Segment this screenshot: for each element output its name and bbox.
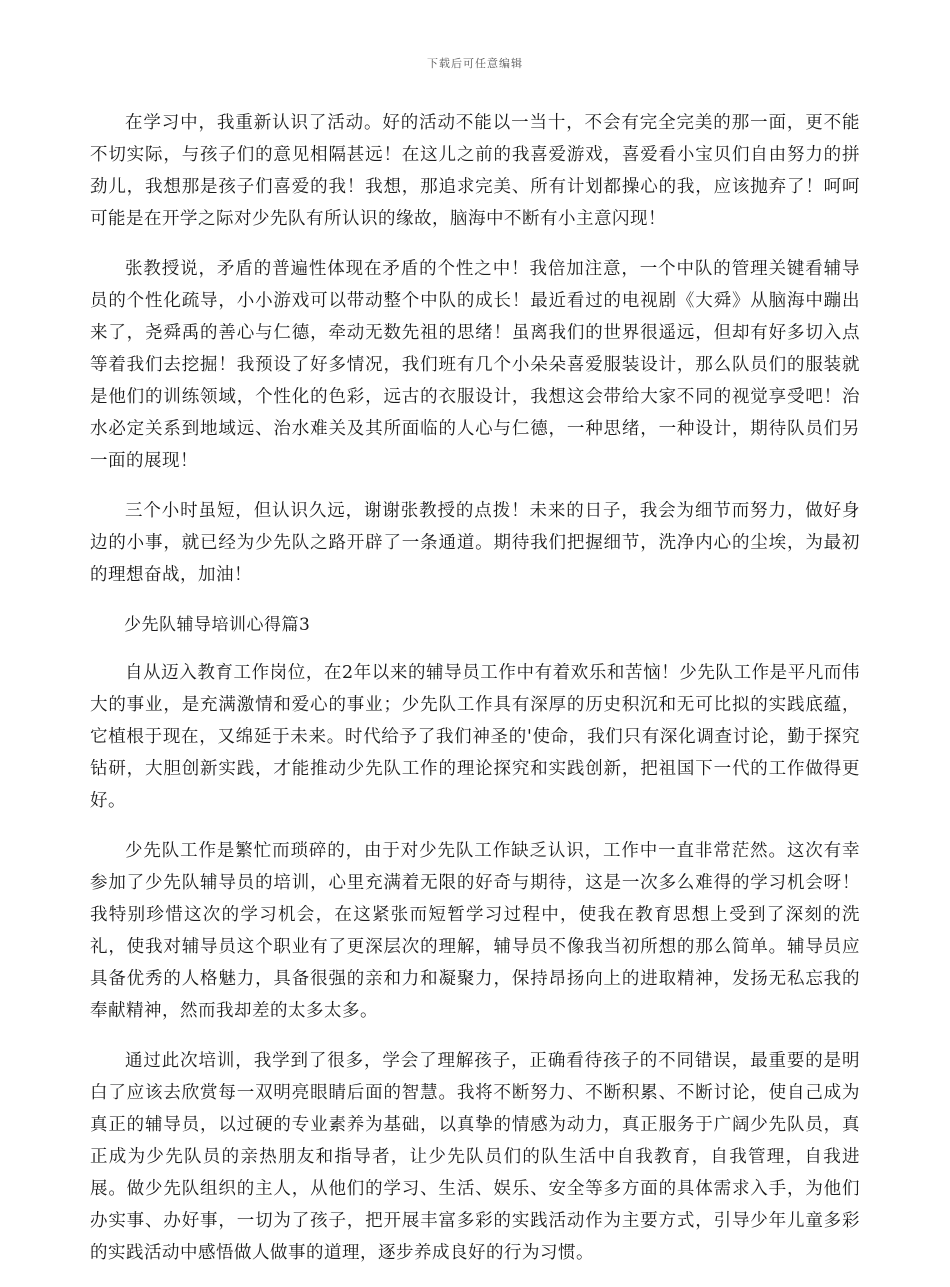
paragraph: 自从迈入教育工作岗位，在2年以来的辅导员工作中有着欢乐和苦恼！少先队工作是平凡而伟大的事业，是充满激情和爱心的事业；少先队工作具有深厚的历史积沉和无可比拟的实践底蕴，它植根于现在，又绵延于未来。时代给予了我们神圣的'使命，我们只有深化调查讨论，勤于探究钻研，大胆创新实践，才能推动少先队工作的理论探究和实践创新，把祖国下一代的工作做得更好。: [90, 663, 860, 811]
paragraph: 张教授说，矛盾的普遍性体现在矛盾的个性之中！我倍加注意，一个中队的管理关键看辅导员的个性化疏导，小小游戏可以带动整个中队的成长！最近看过的电视剧《大舜》从脑海中蹦出来了，尧舜禹的善心与仁德，牵动无数先祖的思绪！虽离我们的世界很遥远，但却有好多切入点等着我们去挖掘！我预设了好多情况，我们班有几个小朵朵喜爱服装设计，那么队员们的服装就是他们的训练领域，个性化的色彩，远古的衣服设计，我想这会带给大家不同的视觉享受吧！治水必定关系到地域远、治水难关及其所面临的人心与仁德，一种思绪，一种设计，期待队员们另一面的展现！: [90, 259, 860, 471]
document-body: [90, 107, 860, 1287]
header-note: 下载后可任意编辑: [427, 57, 523, 70]
section-title: 少先队辅导培训心得篇3: [124, 615, 311, 635]
paragraph: 少先队工作是繁忙而琐碎的，由于对少先队工作缺乏认识，工作中一直非常茫然。这次有幸参加了少先队辅导员的培训，心里充满着无限的好奇与期待，这是一次多么难得的学习机会呀！我特别珍惜这次的学习机会，在这紧张而短暂学习过程中，使我在教育思想上受到了深刻的洗礼，使我对辅导员这个职业有了更深层次的理解，辅导员不像我当初所想的那么简单。辅导员应具备优秀的人格魅力，具备很强的亲和力和凝聚力，保持昂扬向上的进取精神，发扬无私忘我的奉献精神，然而我却差的太多太多。: [90, 841, 860, 1021]
paragraph: 三个小时虽短，但认识久远，谢谢张教授的点拨！未来的日子，我会为细节而努力，做好身边的小事，就已经为少先队之路开辟了一条通道。期待我们把握细节，洗净内心的尘埃，为最初的理想奋战，加油！: [90, 501, 860, 585]
paragraph: 在学习中，我重新认识了活动。好的活动不能以一当十，不会有完全完美的那一面，更不能不切实际，与孩子们的意见相隔甚远！在这儿之前的我喜爱游戏，喜爱看小宝贝们自由努力的拼劲儿，我想那是孩子们喜爱的我！我想，那追求完美、所有计划都操心的我，应该抛弃了！呵呵可能是在开学之际对少先队有所认识的缘故，脑海中不断有小主意闪现！: [90, 113, 860, 229]
paragraph: 通过此次培训，我学到了很多，学会了理解孩子，正确看待孩子的不同错误，最重要的是明白了应该去欣赏每一双明亮眼睛后面的智慧。我将不断努力、不断积累、不断讨论，使自己成为真正的辅导员，以过硬的专业素养为基础，以真挚的情感为动力，真正服务于广阔少先队员，真正成为少先队员的亲热朋友和指导者，让少先队员们的队生活中自我教育，自我管理，自我进展。做少先队组织的主人，从他们的学习、生活、娱乐、安全等多方面的具体需求入手，为他们办实事、办好事，一切为了孩子，把开展丰富多彩的实践活动作为主要方式，引导少年儿童多彩的实践活动中感悟做人做事的道理，逐步养成良好的行为习惯。: [90, 1051, 860, 1263]
